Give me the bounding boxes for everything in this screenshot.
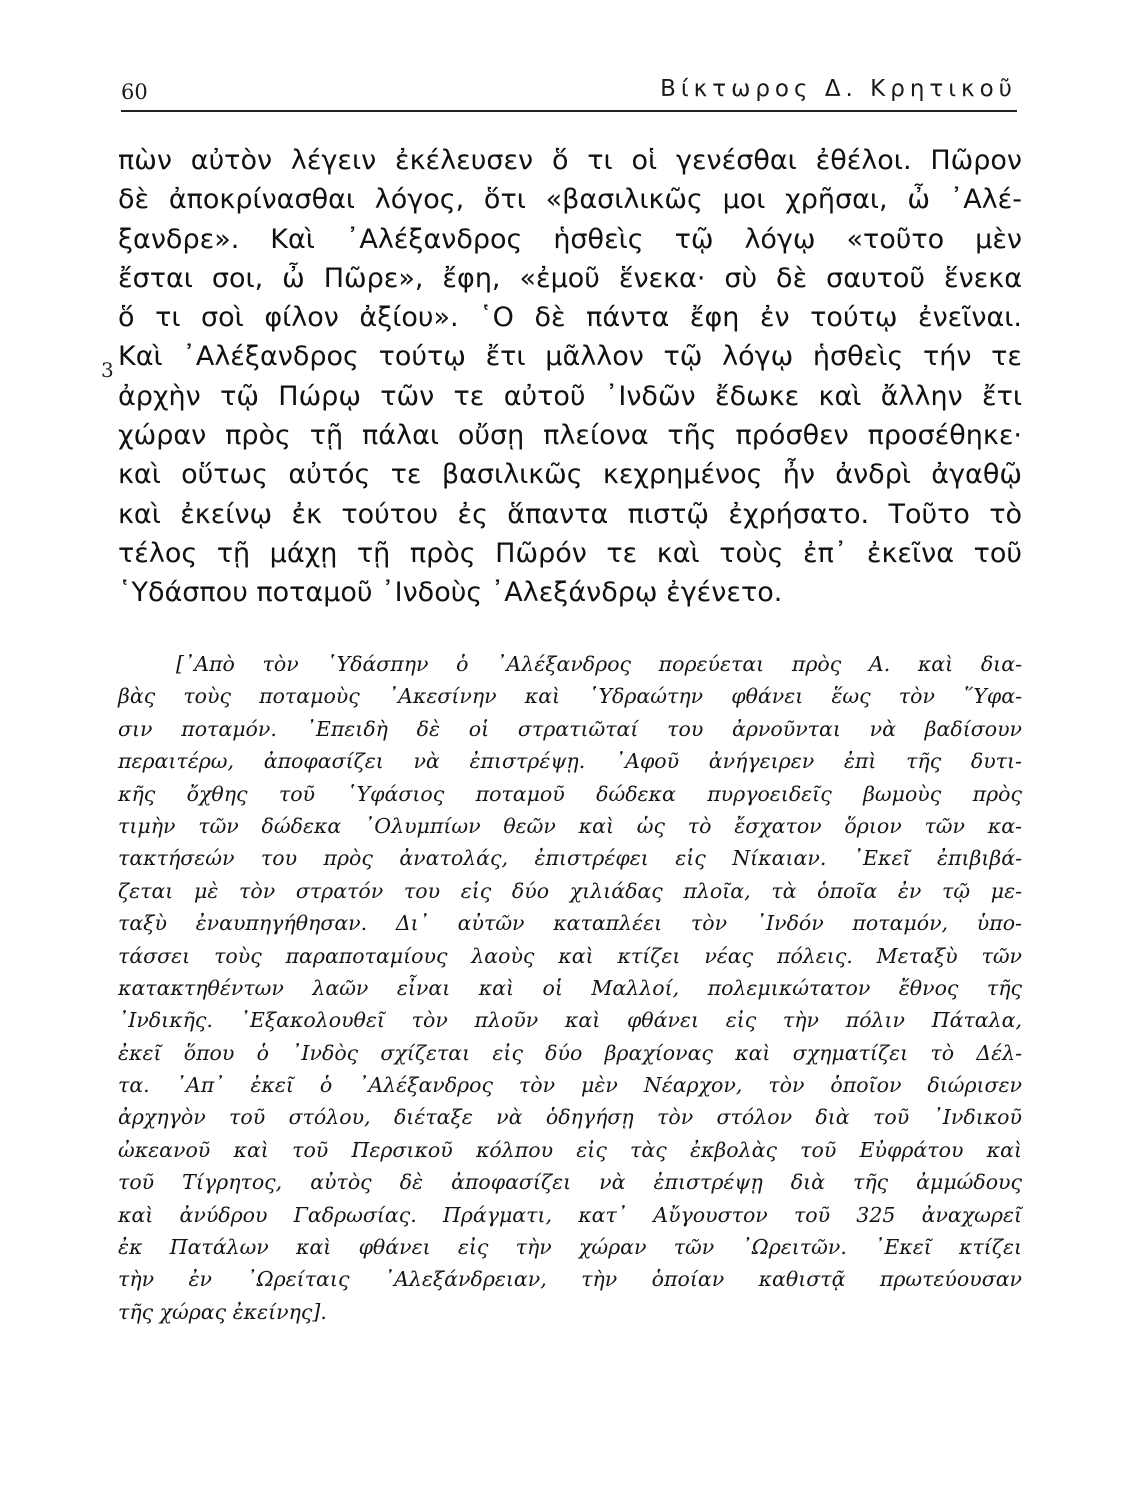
summary-line: [᾿Απὸ τὸν ῾Υδάσπην ὁ ᾿Αλέξανδρος πορεύεται πρὸς Α. καὶ δια- [176, 652, 1022, 676]
text-line: ὅ τι σοὶ φίλον ἀξίου». ῾Ο δὲ πάντα ἔφη ἐν τούτῳ ἐνεῖναι. [118, 302, 1022, 334]
summary-line: ταξὺ ἐναυπηγήθησαν. Δι᾿ αὐτῶν καταπλέει τὸν ᾿Ινδόν ποταμόν, ὑπο- [118, 911, 1022, 936]
summary-line: τὴν ἐν ᾿Ωρείταις ᾿Αλεξάνδρειαν, τὴν ὁποίαν καθιστᾷ πρωτεύουσαν [118, 1267, 1022, 1292]
summary-line: τα. ᾿Απ᾿ ἐκεῖ ὁ ᾿Αλέξανδρος τὸν μὲν Νέαρχον, τὸν ὁποῖον διώρισεν [118, 1073, 1022, 1098]
text-line: ἀρχὴν τῷ Πώρῳ τῶν τε αὐτοῦ ᾿Ινδῶν ἔδωκε καὶ ἄλλην ἔτι [118, 380, 1022, 412]
text-line: πὼν αὐτὸν λέγειν ἐκέλευσεν ὅ τι οἱ γενέσθαι ἐθέλοι. Πῶρον [118, 145, 1022, 176]
summary-line: κατακτηθέντων λαῶν εἶναι καὶ οἱ Μαλλοί, πολεμικώτατον ἔθνος τῆς [118, 975, 1022, 1000]
summary-line: ὠκεανοῦ καὶ τοῦ Περσικοῦ κόλπου εἰς τὰς ἐκβολὰς τοῦ Εὐφράτου καὶ [118, 1137, 1022, 1162]
text-line: τέλος τῇ μάχῃ τῇ πρὸς Πῶρόν τε καὶ τοὺς ἐπ᾿ ἐκεῖνα τοῦ [118, 537, 1022, 569]
summary-paragraph [118, 648, 1022, 1328]
summary-line: καὶ ἀνύδρου Γαδρωσίας. Πράγματι, κατ᾿ Αὔγουστον τοῦ 325 ἀναχωρεῖ [118, 1202, 1022, 1227]
summary-line: τῆς χώρας ἐκείνης]. [118, 1299, 327, 1324]
text-line: δὲ ἀποκρίνασθαι λόγος, ὅτι «βασιλικῶς μοι χρῆσαι, ὦ ᾿Αλέ- [118, 184, 1022, 216]
summary-line: κῆς ὄχθης τοῦ ῾Υφάσιος ποταμοῦ δώδεκα πυργοειδεῖς βωμοὺς πρὸς [118, 781, 1022, 806]
text-line: ξανδρε». Καὶ ᾿Αλέξανδρος ἡσθεὶς τῷ λόγῳ «τοῦτο μὲν [118, 223, 1022, 255]
summary-line: περαιτέρω, ἀποφασίζει νὰ ἐπιστρέψῃ. ᾿Αφοῦ ἀνήγειρεν ἐπὶ τῆς δυτι- [118, 749, 1022, 774]
section-margin-number: 3 [101, 358, 114, 382]
text-line: καὶ ἐκείνῳ ἐκ τούτου ἐς ἅπαντα πιστῷ ἐχρήσατο. Τοῦτο τὸ [118, 498, 1022, 530]
main-text [118, 141, 1022, 613]
summary-line: τάσσει τοὺς παραποταμίους λαοὺς καὶ κτίζει νέας πόλεις. Μεταξὺ τῶν [118, 943, 1022, 968]
text-line: ἔσται σοι, ὦ Πῶρε», ἔφη, «ἐμοῦ ἕνεκα· σὺ δὲ σαυτοῦ ἕνεκα [118, 262, 1022, 294]
summary-line: βὰς τοὺς ποταμοὺς ᾿Ακεσίνην καὶ ῾Υδραώτην φθάνει ἕως τὸν ῞Υφα- [118, 684, 1022, 709]
summary-line: ζεται μὲ τὸν στρατόν του εἰς δύο χιλιάδας πλοῖα, τὰ ὁποῖα ἐν τῷ με- [118, 878, 1022, 903]
text-line: καὶ οὕτως αὐτός τε βασιλικῶς κεχρημένος ἦν ἀνδρὶ ἀγαθῷ [118, 459, 1022, 491]
summary-line: ἐκεῖ ὅπου ὁ ᾿Ινδὸς σχίζεται εἰς δύο βραχίονας καὶ σχηματίζει τὸ Δέλ- [118, 1040, 1022, 1065]
header-rule [121, 110, 1017, 112]
text-line: χώραν πρὸς τῇ πάλαι οὔσῃ πλείονα τῆς πρόσθεν προσέθηκε· [118, 420, 1022, 452]
summary-line: τοῦ Τίγρητος, αὐτὸς δὲ ἀποφασίζει νὰ ἐπιστρέψῃ διὰ τῆς ἀμμώδους [118, 1170, 1022, 1195]
summary-line: ᾿Ινδικῆς. ᾿Εξακολουθεῖ τὸν πλοῦν καὶ φθάνει εἰς τὴν πόλιν Πάταλα, [118, 1008, 1022, 1033]
summary-line: τιμὴν τῶν δώδεκα ᾿Ολυμπίων θεῶν καὶ ὡς τὸ ἔσχατον ὅριον τῶν κα- [118, 813, 1022, 838]
text-line: Καὶ ᾿Αλέξανδρος τούτῳ ἔτι μᾶλλον τῷ λόγῳ ἡσθεὶς τήν τε [118, 341, 1022, 373]
summary-line: ἐκ Πατάλων καὶ φθάνει εἰς τὴν χώραν τῶν ᾿Ωρειτῶν. ᾿Εκεῖ κτίζει [118, 1235, 1022, 1260]
summary-line: ἀρχηγὸν τοῦ στόλου, διέταξε νὰ ὁδηγήσῃ τὸν στόλον διὰ τοῦ ᾿Ινδικοῦ [118, 1105, 1022, 1130]
running-head: Βίκτωρος Δ. Κρητικοῦ [660, 76, 1017, 102]
summary-line: τακτήσεών του πρὸς ἀνατολάς, ἐπιστρέφει εἰς Νίκαιαν. ᾿Εκεῖ ἐπιβιβά- [118, 846, 1022, 871]
page-header [121, 76, 1017, 112]
text-line: ῾Υδάσπου ποταμοῦ ᾿Ινδοὺς ᾿Αλεξάνδρῳ ἐγένετο. [118, 577, 783, 609]
page-number: 60 [121, 80, 148, 104]
summary-line: σιν ποταμόν. ᾿Επειδὴ δὲ οἱ στρατιῶταί του ἀρνοῦνται νὰ βαδίσουν [118, 716, 1022, 741]
